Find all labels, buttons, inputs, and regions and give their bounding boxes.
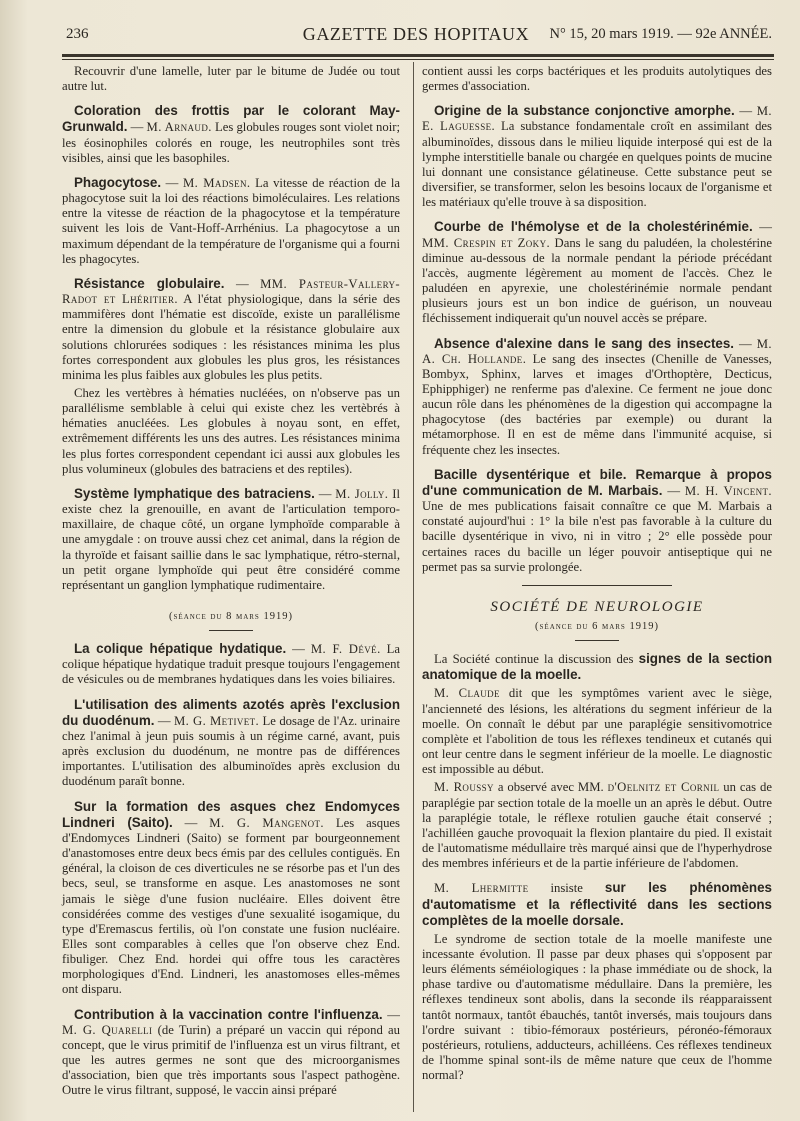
article-title: Coloration des frottis par le colorant May-Grunwald. (62, 103, 400, 135)
article-text: Le sang des insectes (Chenille de Vanesses, Bombyx, Sphinx, larves et images d'Orthoptère, Decticus, Ephipphiger) ne renferme pas d'alexine. Ce ferment ne joue donc aucun rôle dans les phénomènes de la digestion qui accompagne la phagocytose (des bactéries par exemple) ou durant la métamorphose. Il en est de même dans l'immunité acquise, si fréquente chez les insectes. (422, 351, 772, 457)
article-title: Sur la formation des asques chez Endomyces Lindneri (Saito). (62, 798, 400, 830)
article-text: un cas de paraplégie par section totale de la moelle un an après le début. Outre la paraplégie totale, le réflexe rotulien gauche était conservé ; l'achilléen gauche provoquait la flexion plantaire du pied. Il existait de l'automatisme médullaire très marqué ainsi que de l'hyperhydrose des membres inférieurs et de la partie inférieure de l'abdomen. (422, 780, 772, 871)
article (422, 880, 772, 928)
seance-heading: (séance du 6 mars 1919) (535, 621, 659, 632)
article-text: Il existe chez la grenouille, en avant de l'articulation temporo-maxillaire, de chaque côté, un organe lymphoïde comparable à une amygdale : on trouve aussi chez cet animal, dans la région de la thyroïde et faisant saillie dans le sac lymphatique, rétro-sternal, un petit organe lymphoïde qui peut être considéré comme représentant un ganglion lymphatique rudimentaire. (62, 486, 400, 592)
continued-text: contient aussi les corps bactériques et les produits autolytiques des germes d'association. (422, 64, 772, 94)
article: Contribution à la vaccination contre l'influenza. — M. G. Quarelli (de Turin) a préparé un vaccin qui répond au concept, que le virus primitif de l'influenza est un virus filtrant, et que les autres germes ne sont que des microorganismes d'association, bien que très importants sous l'aspect pathogène. Outre le virus filtrant, supposé, le vaccin ainsi préparé (62, 1006, 401, 1098)
article: L'utilisation des aliments azotés après l'exclusion du duodénum. — M. G. Metivet. Le dosage de l'Az. urinaire chez l'animal à jeun puis soumis à un régime carné, avant, puis après exclusion du duodénum, ne montre pas de différences importantes. L'utilisation des albuminoïdes après exclusion du duodénum paraît bonne. (62, 696, 401, 789)
article-title: L'utilisation des aliments azotés après l'exclusion du duodénum. (62, 696, 400, 728)
article-title: Contribution à la vaccination contre l'influenza. (74, 1006, 383, 1022)
article-text: Les globules rouges sont violet noir; les éosinophiles colorés en rouge, les neutrophiles sont très visibles, ainsi que les basophiles. (62, 120, 400, 165)
article-text: Le dosage de l'Az. urinaire chez l'animal à jeun puis soumis à un régime carné, avant, puis après exclusion du duodénum, ne montre pas de différences importantes. L'utilisation des albuminoïdes après exclusion du duodénum paraît bonne. (62, 713, 401, 789)
page-number: 236 (66, 26, 89, 42)
page-header (60, 20, 772, 52)
header-rule (62, 54, 774, 57)
article: Origine de la substance conjonctive amorphe. — M. E. Laguesse. La substance fondamentale croît en assimilant des albuminoïdes, dissous dans le milieu liquide interposé qui est de la lymphe interstitielle banale ou chargée en quelques points de mucine lui donnant une consistance gélatineuse. Cette substance peut se diversifier, se transformer, selon les besoins locaux de l'organisme et les matériaux qu'elle trouve à sa disposition. (422, 103, 773, 210)
article: Sur la formation des asques chez Endomyces Lindneri (Saito). — M. G. Mangenot. Les asques d'Endomyces Lindneri (Saito) se forment par bourgeonnement d'anastomoses entre deux becs émis par des cellules contiguës. En général, la cloison de ces diverticules ne se résorbe pas et l'un des becs, seul, se transforme en asque. Les anastomoses ne sont jamais le siège d'une fusion nucléaire. Elles doivent être considérées comme des vestiges d'une sexualité isogamique, du type d'Eremascus fertilis, où l'on constate une fusion nucléaire. Elles sont comparables à celles que l'on observe chez End. fibuliger. Chez End. hordei qui offre tous les caractères morphologiques d'End. Lindneri, les anastomoses elles-mêmes ont disparu. (62, 798, 400, 997)
journal-title: GAZETTE DES HOPITAUX (302, 24, 530, 44)
article-title: Système lymphatique des batraciens. (74, 485, 315, 501)
article-title: Bacille dysentérique et bile. Remarque à propos d'une communication de M. Marbais. (422, 466, 772, 498)
article-title: Origine de la substance conjonctive amorphe. (434, 103, 735, 119)
article-title: sur les phénomènes d'automatisme et la réflectivité dans les sections complètes de la moelle dorsale. (422, 880, 772, 928)
column-divider (413, 62, 414, 1112)
article: Coloration des frottis par le colorant May-Grunwald. — M. Arnaud. Les globules rouges sont violet noir; les éosinophiles colorés en rouge, les neutrophiles sont très visibles, ainsi que les basophiles. (62, 103, 400, 165)
issue-info: N° 15, 20 mars 1919. — 92e ANNÉE. (549, 26, 772, 42)
article-author: M. Roussy (434, 780, 494, 795)
article: Phagocytose. — M. Madsen. La vitesse de réaction de la phagocytose suit la loi des réactions bimoléculaires. Les relations entre la vitesse de réaction de la phagocytose et la température suivent les lois de Vant-Hoff-Arrhénius. La phagocytose a un maximum dépendant de la température de l'organisme qui a fourni les phagocytes. (62, 174, 400, 266)
article-text: Les asques d'Endomyces Lindneri (Saito) se forment par bourgeonnement d'anastomoses entre deux becs émis par des cellules contiguës. En général, la cloison de ces diverticules ne se résorbe pas et l'un des becs, seul, se transforme en asque. Les anastomoses ne sont jamais le siège d'une fusion nucléaire. Elles doivent être considérées comme des vestiges d'une sexualité isogamique, du type d'Eremascus fertilis, où l'on constate une fusion nucléaire. Elles sont comparables à celles que l'on observe chez End. fibuliger. Chez End. hordei qui offre tous les caractères morphologiques d'End. Lindneri, les anastomoses elles-mêmes ont disparu. (62, 815, 400, 997)
article-author: d'Oelnitz et Cornil (607, 780, 720, 795)
article-text: insiste (528, 881, 605, 896)
article: Absence d'alexine dans le sang des insectes. — M. A. Ch. Hollande. Le sang des insectes (Chenille de Vanesses, Bombyx, Sphinx, larves et images d'Orthoptère, Decticus, Ephipphiger) ne renferme pas d'alexine. Ce ferment ne joue donc aucun rôle dans les phénomènes de la digestion qui accompagne la phagocytose (des bactéries par exemple) ou durant la métamorphose. Il en est de même dans l'immunité acquise, si fréquente chez les insectes. (422, 335, 773, 457)
seance-heading: (séance du 8 mars 1919) (169, 611, 293, 622)
article-author: M. A. Ch. Hollande. (422, 336, 773, 366)
article-title: Absence d'alexine dans le sang des insectes. (434, 335, 735, 351)
article-text: La vitesse de réaction de la phagocytose suit la loi des réactions bimoléculaires. Les relations entre la vitesse de réaction de la phagocytose et la température suivent les lois de Vant-Hoff-Arrhénius. La phagocytose a un maximum dépendant de la température de l'organisme qui a fourni les phagocytes. (62, 175, 400, 266)
intro-text: Recouvrir d'une lamelle, luter par le bitume de Judée ou tout autre lut. (62, 64, 400, 94)
article-text: Une de mes publications faisait connaître ce que M. Marbais a constaté aujourd'hui : 1° la bile n'est pas favorable à la culture du bacille dysentérique in vivo, ni in vitro ; 2° elle possède pour certaines races du bacille un léger pouvoir antiseptique qui ne permet pas sa survie prolongée. (422, 499, 772, 574)
article-text: dit que les symptômes varient avec le siège, l'ancienneté des lésions, les altérations du segment inférieur de la moelle. On connaît le début par une paraplégie sensitivomotrice complète et l'abolition de tous les réflexes tendineux et cutanés qui ont leur centre dans le segment inférieur de la moelle. Le diagnostic est impossible au début. (422, 686, 773, 777)
article-author: M. G. Mangenot. (209, 815, 324, 830)
right-column (422, 64, 772, 1086)
article-author: M. E. Laguesse. (422, 104, 773, 134)
article (422, 651, 772, 683)
article: Courbe de l'hémolyse et de la cholestérinémie. — MM. Crespin et Zoky. Dans le sang du paludéen, la cholestérine diminue au-dessous de la normale pendant la période précédant l'accès, augmente légèrement au moment de l'accès. Chez le paludéen en apyrexie, une cholestérinémie normale pendant plusieurs jours est un bon indice de guérison, un nouveau fléchissement indiquerait qu'un nouvel accès se prépare. (422, 219, 773, 326)
article-author: M. Lhermitte (434, 881, 529, 896)
article: Résistance globulaire. — MM. Pasteur-Vallery-Radot et Lhéritier. A l'état physiologique, dans la série des mammifères dont l'hématie est discoïde, existe un parallélisme entre la dimension du globule et la résistance globulaire aux solutions chlorurées sodiques : les résistances minima les plus fortes correspondent aux globules les plus gros, les résistances minima les plus faibles aux globules les plus petits. (62, 275, 401, 382)
article-title: Courbe de l'hémolyse et de la cholestérinémie. (434, 219, 753, 235)
article-title: signes de la section anatomique de la moelle. (422, 651, 772, 683)
left-column (62, 64, 400, 1102)
section-rule (575, 640, 619, 641)
article-text: a observé avec MM. (493, 780, 608, 795)
article (422, 780, 772, 871)
article-author: M. G. Quarelli (62, 1022, 153, 1037)
article-author: M. Arnaud. (146, 120, 212, 135)
article-text: La substance fondamentale croît en assimilant des albuminoïdes, dissous dans le milieu liquide interposé qui est de la lymphe interstitielle banale ou chargée en quelques points de mucine lui donnant une consistance gélatineuse. Cette substance peut se diversifier, se transformer, selon les besoins locaux de l'organisme et les matériaux qu'elle trouve à sa disposition. (422, 119, 772, 210)
article-title: La colique hépatique hydatique. (74, 641, 287, 657)
article (422, 686, 772, 777)
article-title: Phagocytose. (74, 174, 162, 190)
article-text: Chez les vertèbres à hématies nucléées, on n'observe pas un parallélisme semblable à celui qui existe chez les vertèbrés à hématies anucléées. Les globules à noyau sont, en effet, extrêmement différents les uns des autres. Les résistances minima les plus fortes correspondent cependant ici aussi aux globules les plus volumineux (globules des batraciens et des reptiles). (62, 385, 400, 476)
article-text: La Société continue la discussion des (434, 652, 639, 667)
article-text: (de Turin) a préparé un vaccin qui répond au concept, que le virus primitif de l'influenza est un virus filtrant, et que les autres germes ne sont que des microorganismes d'association, bien que très importants sous l'aspect pathogène. Outre le virus filtrant, supposé, le vaccin ainsi préparé (62, 1022, 401, 1098)
section-rule (522, 585, 672, 586)
article-text: Le syndrome de section totale de la moelle manifeste une incessante évolution. Il passe par deux phases qui s'opposent par leurs éléments séméiologiques : la phase immédiate ou de shock, la phase tardive ou d'automatisme médullaire. Dans la première, les réflexes tendineux sont abolis, dans la seconde ils réapparaissent tantôt normaux, tantôt ébauchés, tantôt inversés, mais toujours dans l'ordre suivant : tibio-fémoraux postérieurs, péronéo-fémoraux postérieurs, rotuliens, adducteurs, achilléens. Ces réflexes tendineux de l'homme spinal sont-ils de même nature que ceux de l'homme normal? (422, 931, 772, 1083)
article: Bacille dysentérique et bile. Remarque à propos d'une communication de M. Marbais. — M. H. Vincent. Une de mes publications faisait connaître ce que M. Marbais a constaté aujourd'hui : 1° la bile n'est pas favorable à la culture du bacille dysentérique in vivo, ni in vitro ; 2° elle possède pour certaines races du bacille un léger pouvoir antiseptique qui ne permet pas sa survie prolongée. (422, 466, 772, 574)
article-text: A l'état physiologique, dans la série des mammifères dont l'hématie est discoïde, existe un parallélisme entre la dimension du globule et la résistance globulaire aux solutions chlorurées sodiques : les résistances minima les plus fortes correspondent aux globules les plus gros, les résistances minima les plus faibles aux globules les plus petits. (62, 292, 401, 382)
article-author: MM. Crespin et Zoky. (422, 235, 551, 250)
article-author: M. Jolly. (335, 486, 389, 501)
article: Système lymphatique des batraciens. — M. Jolly. Il existe chez la grenouille, en avant de l'articulation temporo-maxillaire, de chaque côté, un organe lymphoïde comparable à une amygdale : on trouve aussi chez cet animal, dans la région de la thyroïde et faisant saillie dans le sac lymphatique, rétro-sternal, un petit organe lymphoïde qui peut être considéré comme représentant un ganglion lymphatique rudimentaire. (62, 485, 400, 592)
article: La colique hépatique hydatique. — M. F. Dévé. La colique hépatique hydatique traduit presque toujours l'engagement de vésicules ou de membranes hydatiques dans les voies biliaires. (62, 641, 400, 687)
article-title: Résistance globulaire. (74, 275, 225, 291)
article-author: M. F. Dévé. (310, 642, 381, 657)
article-author: M. G. Metivet. (173, 713, 260, 728)
article-author: M. H. Vincent. (684, 483, 772, 498)
society-heading: SOCIÉTÉ DE NEUROLOGIE (490, 598, 704, 615)
article-text: Dans le sang du paludéen, la cholestérine diminue au-dessous de la normale pendant la période précédant l'accès, augmente légèrement au moment de l'accès. Chez le paludéen en apyrexie, une cholestérinémie normale pendant plusieurs jours est un bon indice de guérison, un nouveau fléchissement indiquerait qu'un nouvel accès se prépare. (422, 235, 773, 326)
header-rule-thin (62, 59, 774, 60)
article-text: La colique hépatique hydatique traduit presque toujours l'engagement de vésicules ou de membranes hydatiques dans les voies biliaires. (62, 642, 400, 687)
article-author: M. Claude (434, 686, 500, 701)
section-rule (209, 630, 253, 631)
article-author: MM. Pasteur-Vallery-Radot et Lhéritier. (62, 276, 400, 307)
article-author: M. Madsen. (182, 175, 251, 190)
